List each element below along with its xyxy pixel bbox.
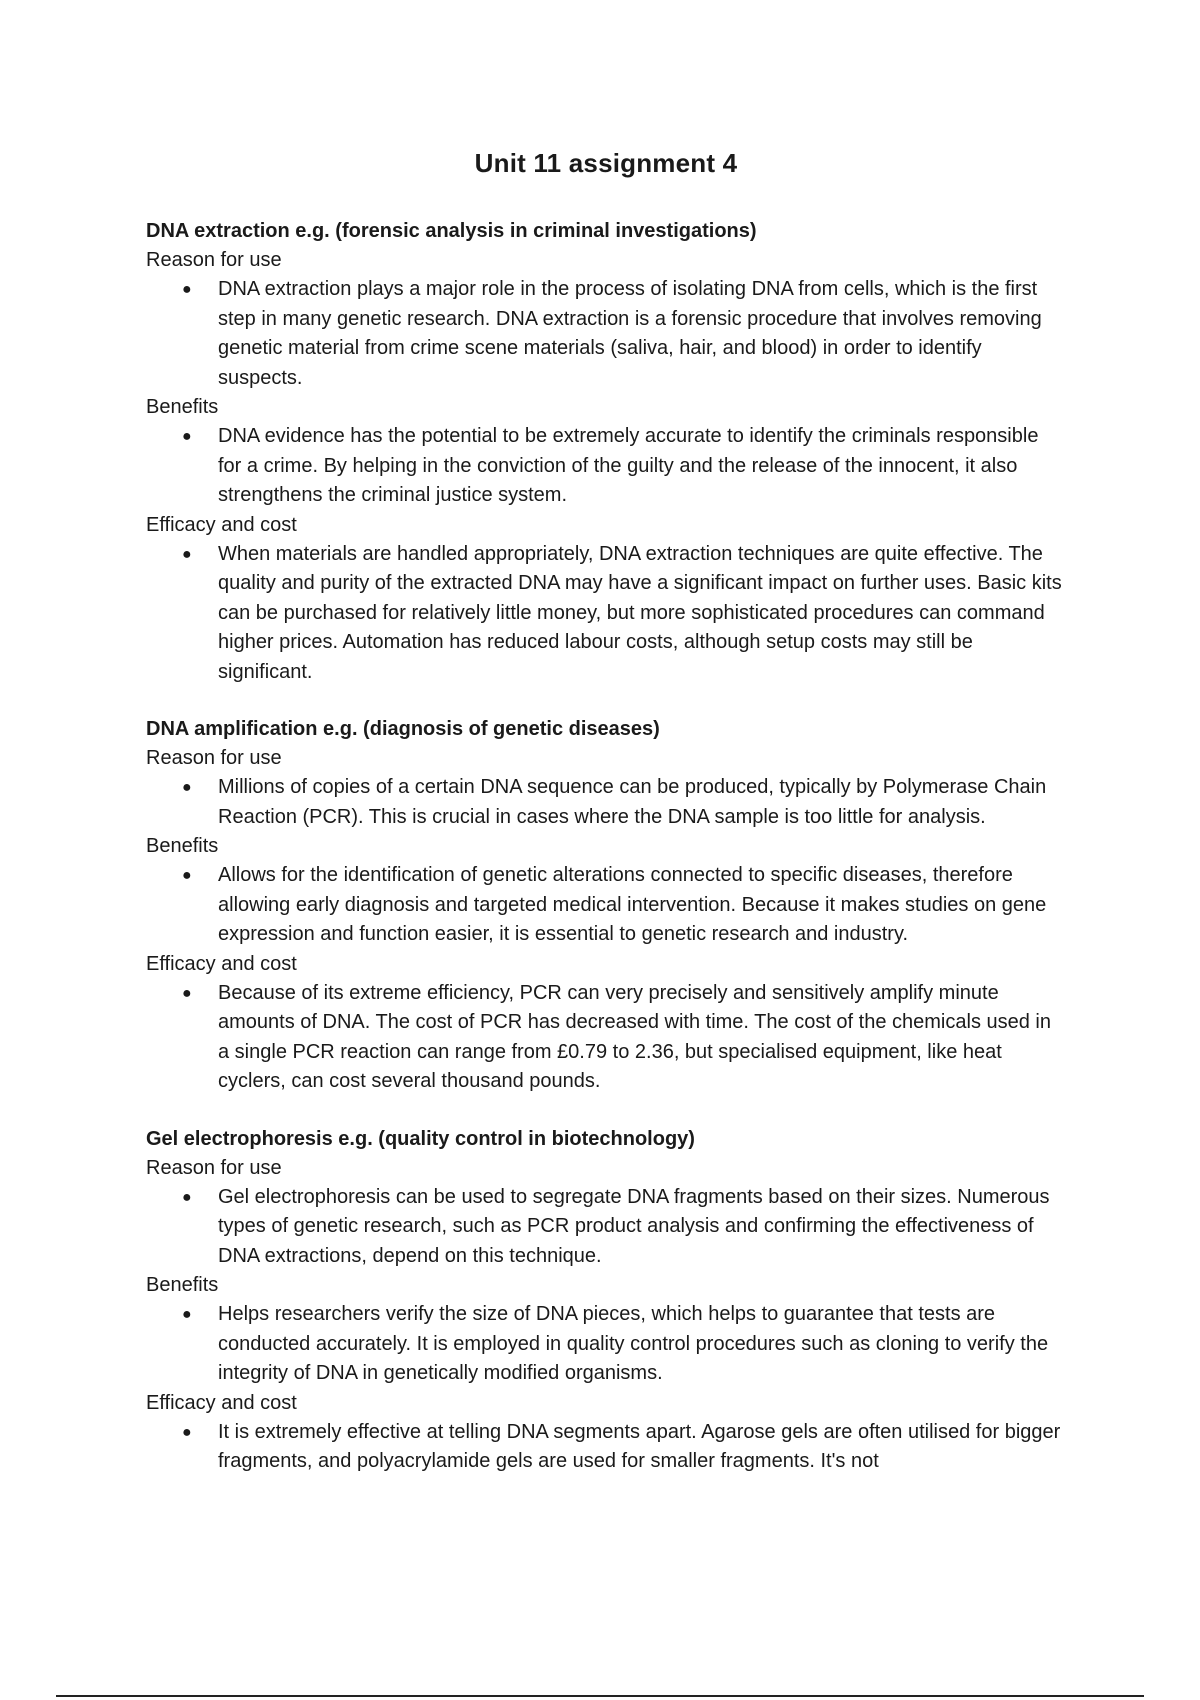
list-item — [182, 861, 1066, 950]
reason-label: Reason for use — [146, 249, 282, 271]
bullet-icon: ● — [182, 867, 192, 884]
reason-text: DNA extraction plays a major role in the process of isolating DNA from cells, which is the first step in many genetic research. DNA extraction is a forensic procedure that involves removing genetic material from crime scene materials (saliva, hair, and blood) in order to identify suspects. — [218, 278, 1042, 389]
efficacy-label: Efficacy and cost — [146, 1391, 297, 1414]
list-item — [182, 1418, 1066, 1477]
reason-label: Reason for use — [146, 1156, 282, 1179]
efficacy-list — [146, 1418, 1066, 1477]
list-item — [182, 979, 1066, 1097]
section-heading: DNA amplification e.g. (diagnosis of genetic diseases) — [146, 718, 660, 740]
document-page — [146, 140, 1066, 1505]
benefits-label: Benefits — [146, 1274, 219, 1296]
efficacy-label: Efficacy and cost — [146, 513, 297, 536]
efficacy-text: Because of its extreme efficiency, PCR can very precisely and sensitively amplify minute amounts of DNA. The cost of PCR has decreased with time. The cost of the chemicals used in a single PCR reaction can range from £0.79 to 2.36, but specialised equipment, like heat cyclers, can cost several thousand pounds. — [218, 981, 1051, 1092]
bullet-icon: ● — [182, 779, 192, 796]
list-item — [182, 1300, 1066, 1389]
bullet-icon: ● — [182, 1188, 192, 1206]
benefits-text: Allows for the identification of genetic alterations connected to specific diseases, therefore allowing early diagnosis and targeted medical intervention. Because it makes studies on gene expression and function easier, it is essential to genetic research and industry. — [218, 864, 1047, 945]
reason-text: Gel electrophoresis can be used to segregate DNA fragments based on their sizes. Numerous types of genetic research, such as PCR product analysis and confirming the effectiveness of DNA extractions, depend on this technique. — [218, 1185, 1050, 1267]
list-item — [182, 422, 1066, 511]
benefits-list — [146, 422, 1066, 511]
list-item — [182, 540, 1066, 688]
reason-label: Reason for use — [146, 747, 282, 769]
bullet-icon: ● — [182, 1423, 192, 1441]
section-gel-electrophoresis — [146, 1125, 1066, 1477]
list-item — [182, 773, 1066, 832]
efficacy-label: Efficacy and cost — [146, 952, 297, 975]
benefits-text: Helps researchers verify the size of DNA pieces, which helps to guarantee that tests are conducted accurately. It is employed in quality control procedures such as cloning to verify the integrity of DNA in genetically modified organisms. — [218, 1303, 1049, 1384]
efficacy-list — [146, 979, 1066, 1097]
reason-text: Millions of copies of a certain DNA sequence can be produced, typically by Polymerase Chain Reaction (PCR). This is crucial in cases where the DNA sample is too little for analysis. — [218, 776, 1047, 828]
benefits-label: Benefits — [146, 396, 219, 418]
list-item — [182, 1183, 1066, 1272]
efficacy-text: It is extremely effective at telling DNA segments apart. Agarose gels are often utilised for bigger fragments, and polyacrylamide gels are used for smaller fragments. It's not — [218, 1420, 1061, 1472]
bullet-icon: ● — [182, 545, 192, 563]
benefits-list — [146, 1300, 1066, 1389]
reason-list — [146, 773, 1066, 832]
reason-list — [146, 1183, 1066, 1272]
section-dna-extraction — [146, 217, 1066, 687]
bullet-icon: ● — [182, 1306, 192, 1323]
section-heading: Gel electrophoresis e.g. (quality control in biotechnology) — [146, 1127, 695, 1150]
benefits-list — [146, 861, 1066, 950]
efficacy-text: When materials are handled appropriately, DNA extraction techniques are quite effective. The quality and purity of the extracted DNA may have a significant impact on further uses. Basic kits can be purchased for relatively little money, but more sophisticated procedures can command higher prices. Automation has reduced labour costs, although setup costs may still be significant. — [218, 542, 1062, 683]
bullet-icon: ● — [182, 428, 192, 445]
section-dna-amplification — [146, 715, 1066, 1097]
document-title: Unit 11 assignment 4 — [474, 148, 738, 178]
efficacy-list — [146, 540, 1066, 688]
benefits-label: Benefits — [146, 835, 219, 857]
list-item — [182, 275, 1066, 393]
benefits-text: DNA evidence has the potential to be extremely accurate to identify the criminals responsible for a crime. By helping in the conviction of the guilty and the release of the innocent, it also strengthens the criminal justice system. — [218, 425, 1039, 506]
section-heading: DNA extraction e.g. (forensic analysis in criminal investigations) — [146, 220, 757, 242]
page-bottom-rule — [56, 1695, 1144, 1697]
bullet-icon: ● — [182, 281, 192, 298]
bullet-icon: ● — [182, 984, 192, 1002]
reason-list — [146, 275, 1066, 393]
